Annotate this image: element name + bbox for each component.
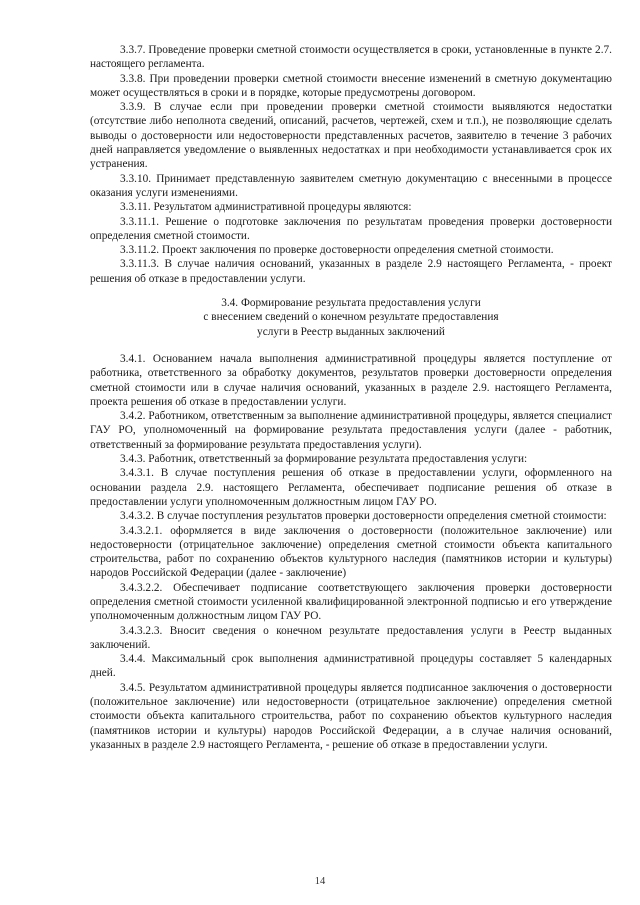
paragraph-3-4-2: 3.4.2. Работником, ответственным за выполнение административной процедуры, является специалист ГАУ РО, уполномоченный на формирование результата предоставления услуги (далее - работник, ответственный за формирование результата предоставления услуги). (90, 410, 612, 451)
section-heading (90, 296, 612, 339)
paragraph-3-3-8: 3.3.8. При проведении проверки сметной стоимости внесение изменений в сметную документацию может осуществляться в сроки и в порядке, которые предусмотрены договором. (90, 72, 612, 99)
paragraph-3-4-1: 3.4.1. Основанием начала выполнения административной процедуры является поступление от работника, ответственного за обработку документов, результатов проверки достоверности определения сметной стоимости или в случае наличия оснований, указанных в разделе 2.9. настоящего Регламента, проекта решения об отказе в предоставлении услуги. (90, 352, 612, 408)
paragraph-3-4-3-1: 3.4.3.1. В случае поступления решения об отказе в предоставлении услуги, оформленного на основании раздела 2.9. настоящего Регламента, обеспечивает подписание решения об отказе в предоставлении услуги уполномоченным должностным лицом ГАУ РО. (90, 467, 612, 508)
section-heading-line: 3.4. Формирование результата предоставления услуги (221, 297, 481, 310)
paragraph-3-4-3-2-3: 3.4.3.2.3. Вносит сведения о конечном результате предоставления услуги в Реестр выданных заключений. (90, 624, 612, 651)
paragraph-3-3-11-3: 3.3.11.3. В случае наличия оснований, указанных в разделе 2.9 настоящего Регламента, - проект решения об отказе в предоставлении услуги. (90, 258, 612, 285)
document-page (90, 43, 612, 752)
section-heading-line: с внесением сведений о конечном результате предоставления (203, 311, 499, 324)
paragraph-3-4-3-2-1: 3.4.3.2.1. оформляется в виде заключения о достоверности (положительное заключение) или недостоверности (отрицательное заключение) определения сметной стоимости объекта капитального строительства, работ по сохранению объектов культурного наследия (памятников истории и культуры) народов Российской Федерации (далее - заключение) (90, 524, 612, 580)
paragraph-3-3-11-1: 3.3.11.1. Решение о подготовке заключения по результатам проведения проверки достоверности определения сметной стоимости. (90, 215, 612, 242)
section-heading-line: услуги в Реестр выданных заключений (257, 325, 445, 338)
paragraph-3-4-4: 3.4.4. Максимальный срок выполнения административной процедуры составляет 5 календарных дней. (90, 653, 612, 680)
paragraph-3-3-11: 3.3.11. Результатом административной процедуры являются: (120, 201, 412, 214)
spacer (90, 286, 612, 296)
paragraph-3-3-11-2: 3.3.11.2. Проект заключения по проверке достоверности определения сметной стоимости. (120, 244, 554, 257)
paragraph-3-3-10: 3.3.10. Принимает представленную заявителем сметную документацию с внесенными в процессе оказания услуги изменениями. (90, 172, 612, 199)
paragraph-3-3-9: 3.3.9. В случае если при проведении проверки сметной стоимости выявляются недостатки (отсутствие либо неполнота сведений, описаний, расчетов, чертежей, схем и т.п.), не позволяющие сделать выводы о достоверности или недостоверности представленных расчетов, заявителю в течение 3 рабочих дней направляется уведомление о выявленных недостатках и при необходимости устанавливается срок их устранения. (90, 101, 612, 171)
paragraph-3-4-3: 3.4.3. Работник, ответственный за формирование результата предоставления услуги: (120, 453, 528, 466)
paragraph-3-4-3-2: 3.4.3.2. В случае поступления результатов проверки достоверности определения сметной стоимости: (120, 510, 607, 523)
spacer (90, 339, 612, 352)
page-number: 14 (314, 876, 326, 887)
paragraph-3-3-7: 3.3.7. Проведение проверки сметной стоимости осуществляется в сроки, установленные в пункте 2.7. настоящего регламента. (90, 44, 612, 71)
paragraph-3-4-5: 3.4.5. Результатом административной процедуры является подписанное заключения о достоверности (положительное заключение) или недостоверности (отрицательное заключение) определения сметной стоимости объекта капитального строительства, работ по сохранению объектов культурного наследия (памятников истории и культуры) народов Российской Федерации, а в случае наличия оснований, указанных в разделе 2.9 настоящего Регламента, - решение об отказе в предоставлении услуги. (90, 681, 612, 751)
paragraph-3-4-3-2-2: 3.4.3.2.2. Обеспечивает подписание соответствующего заключения проверки достоверности определения сметной стоимости усиленной квалифицированной электронной подписью и его утверждение уполномоченным должностным лицом ГАУ РО. (90, 581, 612, 623)
